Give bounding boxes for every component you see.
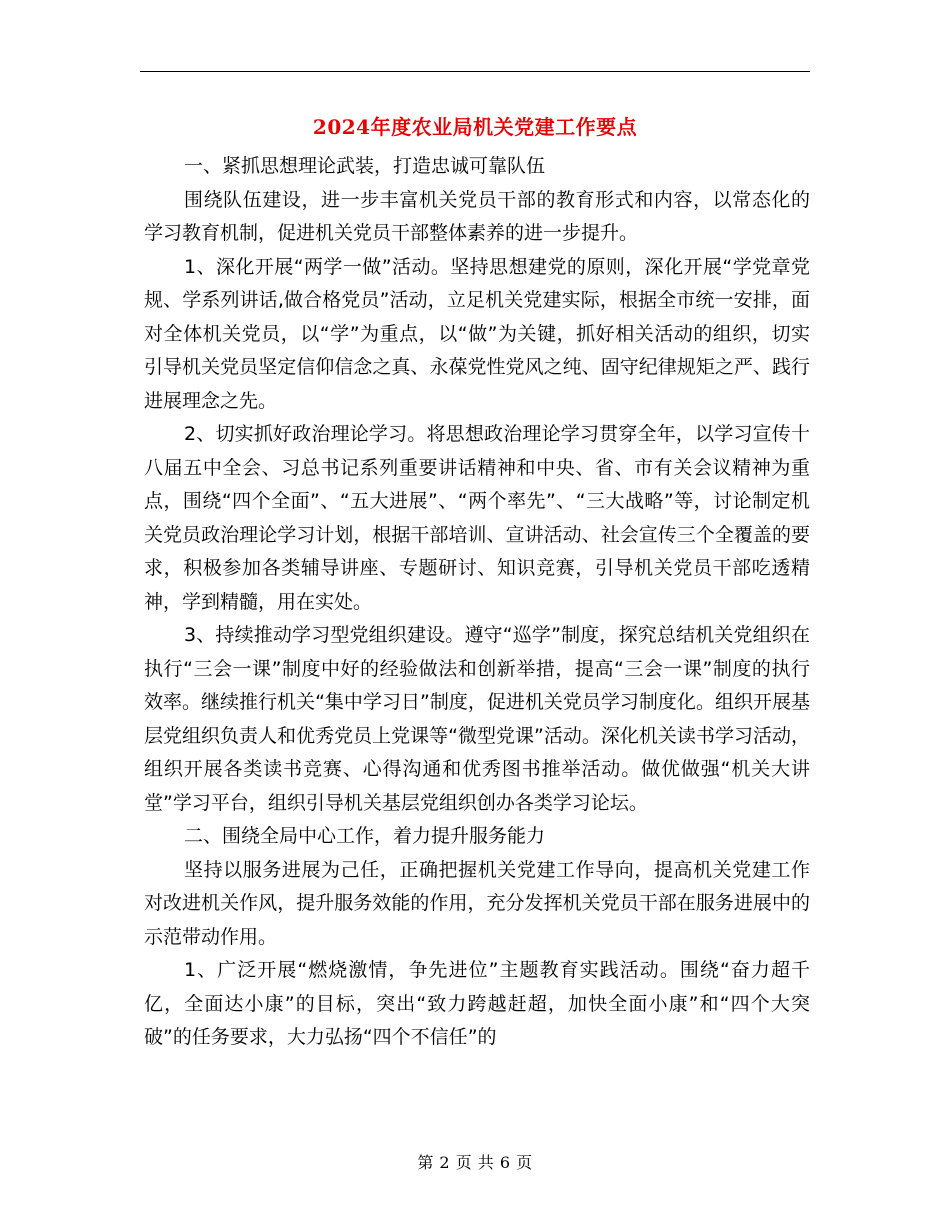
paragraph-item-1-3: 3、持续推动学习型党组织建设。遵守“巡学”制度，探究总结机关党组织在执行“三会一课”制度中好的经验做法和创新举措，提高“三会一课”制度的执行效率。继续推行机关“集中学习日”制度，促进机关党员学习制度化。组织开展基层党组织负责人和优秀党员上党课等“微型党课”活动。深化机关读书学习活动，组织开展各类读书竞赛、心得沟通和优秀图书推举活动。做优做强“机关大讲堂”学习平台，组织引导机关基层党组织创办各类学习论坛。 xyxy=(144,624,810,814)
page-number-footer: 第 2 页 共 6 页 xyxy=(417,1153,533,1172)
paragraph-intro-2: 坚持以服务进展为己任，正确把握机关党建工作导向，提高机关党建工作对改进机关作风，提升服务效能的作用，充分发挥机关党员干部在服务进展中的示范带动作用。 xyxy=(144,858,810,948)
paragraph-intro-1: 围绕队伍建设，进一步丰富机关党员干部的教育形式和内容，以常态化的学习教育机制，促进机关党员干部整体素养的进一步提升。 xyxy=(144,188,810,244)
header-rule xyxy=(140,71,810,72)
document-body xyxy=(144,150,810,1055)
paragraph-item-1-1: 1、深化开展“两学一做”活动。坚持思想建党的原则，深化开展“学党章党规、学系列讲话,做合格党员”活动，立足机关党建实际，根据全市统一安排，面对全体机关党员，以“学”为重点，以“做”为关键，抓好相关活动的组织，切实引导机关党员坚定信仰信念之真、永葆党性党风之纯、固守纪律规矩之严、践行进展理念之先。 xyxy=(144,255,810,412)
paragraph-item-1-2: 2、切实抓好政治理论学习。将思想政治理论学习贯穿全年，以学习宣传十八届五中全会、习总书记系列重要讲话精神和中央、省、市有关会议精神为重点，围绕“四个全面”、“五大进展”、“两个率先”、“三大战略”等，讨论制定机关党员政治理论学习计划，根据干部培训、宣讲活动、社会宣传三个全覆盖的要求，积极参加各类辅导讲座、专题研讨、知识竞赛，引导机关党员干部吃透精神，学到精髓，用在实处。 xyxy=(144,423,810,613)
section-heading-2: 二、围绕全局中心工作，着力提升服务能力 xyxy=(184,825,546,847)
document-title: 2024年度农业局机关党建工作要点 xyxy=(312,115,638,139)
paragraph-item-2-1: 1、广泛开展“燃烧激情，争先进位”主题教育实践活动。围绕“奋力超千亿，全面达小康”的目标，突出“致力跨越赶超，加快全面小康”和“四个大突破”的任务要求，大力弘扬“四个不信任”的 xyxy=(144,959,810,1048)
section-heading-1: 一、紧抓思想理论武装，打造忠诚可靠队伍 xyxy=(184,155,546,177)
